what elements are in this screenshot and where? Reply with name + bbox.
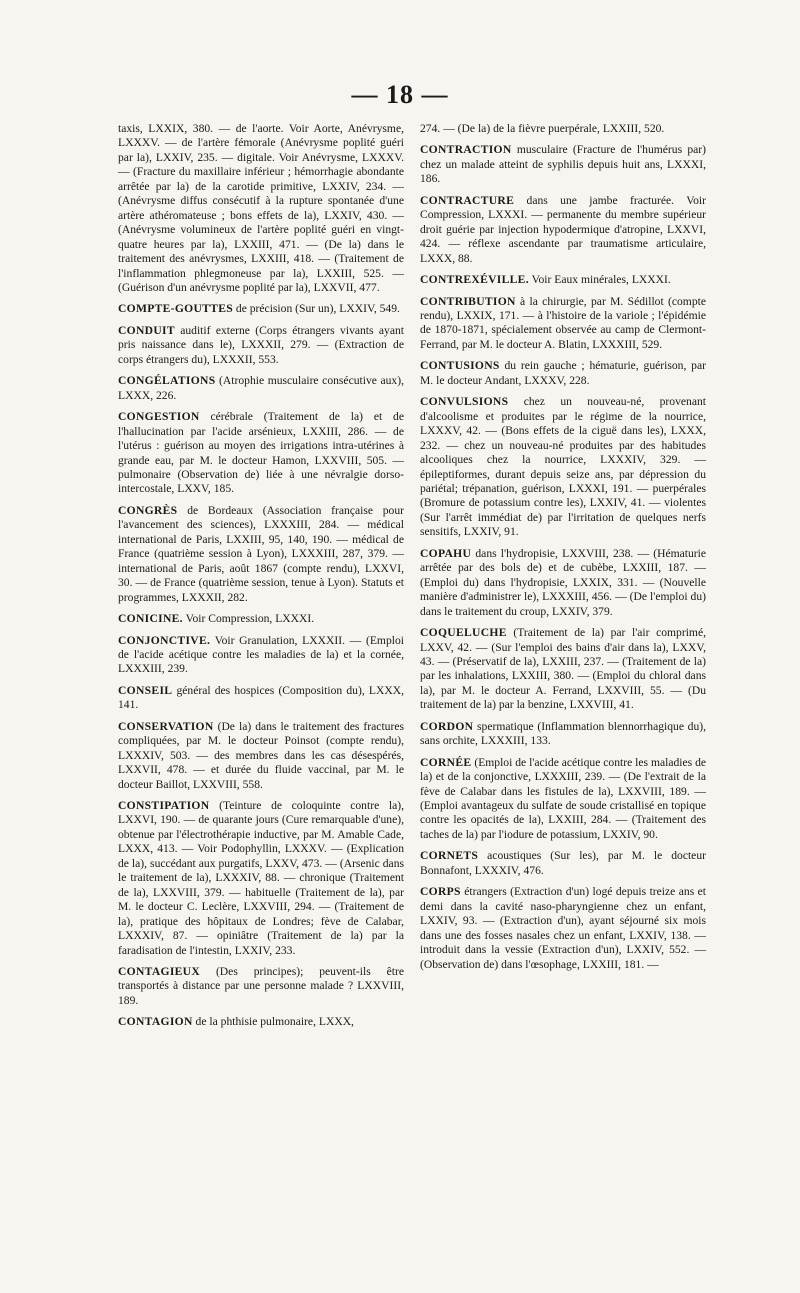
index-entry xyxy=(420,273,706,287)
entry-text: (Emploi de l'acide acétique contre les maladies de la) et de la conjonctive, LXXXIII, 239. — (De l'extrait de la fève de Calabar dans les fistules de la), LXXVIII, 189. — (Emploi avantageux du sulfate de soude cristallisé en topique contre les opacités de la), LXXIII, 284. — (Traitement des taches de la) par l'iodure de potassium, LXXIV, 90. xyxy=(420,755,707,841)
entry-text: Voir Eaux minérales, LXXXI. xyxy=(531,273,671,287)
entry-headword: COPAHU xyxy=(420,546,472,560)
entry-text: (Des principes); peuvent-ils être transportés à distance par une personne malade ? LXXVIII, 189. xyxy=(118,965,404,1007)
index-entry xyxy=(420,756,706,843)
entry-text: général des hospices (Composition du), LXXX, 141. xyxy=(118,683,404,712)
entry-text: du rein gauche ; hématurie, guérison, par M. le docteur Andant, LXXXV, 228. xyxy=(420,359,706,387)
entry-headword: CONSEIL xyxy=(118,683,173,697)
index-entry xyxy=(118,122,404,295)
entry-headword: CONTRACTION xyxy=(420,143,512,157)
index-entry xyxy=(420,626,706,713)
entry-text: 274. — (De la) de la fièvre puerpérale, LXXIII, 520. xyxy=(420,122,665,135)
index-entry xyxy=(118,1015,404,1029)
index-entry xyxy=(420,194,706,266)
entry-text: cérébrale (Traitement de la) et de l'hallucination par l'acide arsénieux, LXXIII, 286. — de l'utérus : guérison au moyen des irrigations intra-utérines à grande eau, par M. le docteur Hamon, LXXVIII, 505. — pulmonaire (Observation de) liée à une névralgie dorso-intercostale, LXXV, 185. xyxy=(118,410,404,496)
index-entry xyxy=(118,324,404,367)
entry-text: musculaire (Fracture de l'humérus par) chez un malade atteint de syphilis depuis huit ans, LXXXI, 186. xyxy=(420,143,706,186)
entry-text: dans l'hydropisie, LXXVIII, 238. — (Hématurie arrêtée par des bols de) et de cubèbe, LXXIII, 187. — (Emploi du) dans l'hydropisie, LXXIX, 331. — (Nouvelle manière d'administrer le), LXXXIII, 456. — (De l'emploi du) dans le traitement du croup, LXXIV, 379. xyxy=(420,546,707,618)
index-entry xyxy=(118,799,404,958)
entry-headword: CORPS xyxy=(420,885,461,899)
entry-text: (Teinture de coloquinte contre la), LXXVI, 190. — de quarante jours (Cure remarquable d'une), obtenue par l'électrothérapie inductive, par M. Amable Cade, LXXX, 413. — Voir Podophyllin, LXXXV. — (Explication de la), succédant aux purgatifs, LXXV, 473. — (Arsenic dans le traitement de la), LXXXIV, 88. — chronique (Traitement de la), LXXVIII, 379. — habituelle (Traitement de la), par M. le docteur C. Leclère, LXXVIII, 294. — (Traitement de la), pratique des hôpitaux de Londres; fève de Calabar, LXXXIV, 87. — opiniâtre (Traitement de la) par la faradisation de l'intestin, LXXIV, 233. xyxy=(118,799,404,957)
entry-headword: CONGÉLATIONS xyxy=(118,374,216,388)
entry-text: spermatique (Inflammation blennorrhagique du), sans orchite, LXXXIII, 133. xyxy=(420,719,706,748)
entry-text: de Bordeaux (Association française pour l'avancement des sciences), LXXXIII, 284. — médical international de Paris, LXXIII, 95, 140, 190. — médical de France (quatrième session à Lyon), LXXXIII, 287, 379. — international de Paris, août 1867 (compte rendu), LXXVI, 30. — de France (quatrième session, tenue à Lyon). Statuts et programmes, LXXXII, 282. xyxy=(118,503,404,604)
entry-headword: CONSTIPATION xyxy=(118,799,210,813)
index-entry xyxy=(420,395,706,540)
index-entry xyxy=(118,634,404,677)
entry-text: à la chirurgie, par M. Sédillot (compte rendu), LXXIX, 171. — à l'histoire de la variole ; l'épidémie de 1870-1871, spécialement observée au camp de Clermont-Ferrand, par M. le docteur A. Blatin, LXXXIII, 529. xyxy=(420,294,706,351)
entry-headword: CONTUSIONS xyxy=(420,359,500,373)
entry-text: taxis, LXXIX, 380. — de l'aorte. Voir Aorte, Anévrysme, LXXXV. — de l'artère fémorale (Anévrysme poplité guéri par la), LXXIV, 235. — digitale. Voir Anévrysme, LXXXV. — (Fracture du maxillaire inférieur ; hémorrhagie abondante arrêtée par la) de la carotide primitive, LXXIV, 234. — (Anévrysme diffus consécutif à la rupture spontanée d'une artère athéromateuse ; bons effets de la), LXXIV, 430. — (Anévrysme volumineux de l'artère poplité guéri en vingt-quatre heures par la), LXXIII, 471. — (De la) dans le traitement des anévrysmes, LXXIII, 418. — (Traitement de l'inflammation phlegmoneuse par la), LXXIII, 525. — (Guérison d'un anévrysme poplité par la), LXXVII, 477. xyxy=(118,122,404,294)
entry-headword: COMPTE-GOUTTES xyxy=(118,302,233,316)
entry-text: acoustiques (Sur les), par M. le docteur Bonnafont, LXXXIV, 476. xyxy=(420,849,706,877)
entry-headword: CONSERVATION xyxy=(118,719,214,733)
entry-headword: CONICINE. xyxy=(118,612,183,626)
entry-headword: CONTREXÉVILLE. xyxy=(420,273,529,287)
index-entry xyxy=(118,374,404,403)
entry-text: auditif externe (Corps étrangers vivants ayant pris naissance dans le), LXXXII, 279. — (Extraction de corps étrangers du), LXXXII, 553. xyxy=(118,323,404,366)
index-entry xyxy=(118,965,404,1008)
entry-headword: CORNÉE xyxy=(420,755,472,769)
left-column xyxy=(118,122,404,1037)
entry-headword: CONTRIBUTION xyxy=(420,294,516,308)
index-entry xyxy=(118,410,404,497)
entry-headword: CONJONCTIVE. xyxy=(118,633,211,647)
page-number: — 18 — xyxy=(351,80,449,109)
entry-headword: CONTRACTURE xyxy=(420,193,515,207)
entry-headword: CONDUIT xyxy=(118,323,175,337)
entry-text: Voir Granulation, LXXXII. — (Emploi de l'acide acétique contre les maladies de la) et la cornée, LXXXIII, 239. xyxy=(118,633,404,676)
entry-headword: CONGESTION xyxy=(118,410,200,424)
entry-headword: CONTAGIEUX xyxy=(118,965,201,979)
index-entry xyxy=(420,295,706,353)
entry-text: de précision (Sur un), LXXIV, 549. xyxy=(235,302,400,316)
entry-text: chez un nouveau-né, provenant d'alcoolisme et produites par le régime de la nourrice, LXXXV, 42. — (Bons effets de la ciguë dans les), LXXX, 232. — chez un nouveau-né produites par des habitudes alcooliques chez la nourrice, LXXXIV, 329. — épileptiformes, durant depuis seize ans, par dépression du pariétal; trépanation, guérison, LXXXI, 191. — puerpérales (Bromure de potassium contre les), LXXIV, 41. — violentes (Sur l'arrêt immédiat de) par l'irritation de quelques nerfs sensitifs, LXXIV, 91. xyxy=(420,395,706,539)
index-entry xyxy=(420,720,706,749)
index-entry xyxy=(420,359,706,388)
index-entry xyxy=(118,720,404,792)
entry-text: de la phthisie pulmonaire, LXXX, xyxy=(195,1015,354,1029)
index-entry xyxy=(118,302,404,316)
right-column xyxy=(420,122,706,979)
index-entry xyxy=(420,122,706,136)
entry-text: dans une jambe fracturée. Voir Compression, LXXXI. — permanente du membre supérieur droit guérie par injection hypodermique d'atropine, LXXVI, 424. — réflexe ascendante par traumatisme articulaire, LXXX, 88. xyxy=(420,193,706,265)
entry-text: Voir Compression, LXXXI. xyxy=(185,612,315,626)
entry-text: étrangers (Extraction d'un) logé depuis treize ans et demi dans la cavité naso-pharyngienne chez un enfant, LXXIV, 93. — (Extraction d'un), ayant séjourné six mois dans une des fosses nasales chez un enfant, LXXIV, 138. — introduit dans la vessie (Extraction d'un), LXXIV, 552. — (Observation de) dans l'œsophage, LXXIII, 181. — xyxy=(420,885,706,971)
index-entry xyxy=(118,504,404,605)
index-entry xyxy=(118,684,404,713)
entry-text: (Traitement de la) par l'air comprimé, LXXV, 42. — (Sur l'emploi des bains d'air dans la), LXXV, 43. — (Préservatif de la), LXXIII, 237. — (Traitement de la) par les inhalations, LXXIII, 380. — (Emploi du chloral dans la), par M. le docteur A. Ferrand, LXXVIII, 55. — (Du traitement de la) par la benzine, LXXVIII, 41. xyxy=(420,626,706,712)
entry-text: (Atrophie musculaire consécutive aux), LXXX, 226. xyxy=(118,374,404,402)
entry-text: (De la) dans le traitement des fractures compliquées, par M. le docteur Poinsot (compte rendu), LXXXIV, 503. — des membres dans les cas désespérés, LXXVII, 478. — et durée du fluide vaccinal, par M. le docteur Baillot, LXXVIII, 558. xyxy=(118,719,404,791)
index-entry xyxy=(420,849,706,878)
index-entry xyxy=(420,547,706,619)
entry-headword: COQUELUCHE xyxy=(420,626,507,640)
index-entry xyxy=(118,612,404,626)
entry-headword: CONTAGION xyxy=(118,1015,193,1029)
entry-headword: CORNETS xyxy=(420,849,479,863)
entry-headword: CORDON xyxy=(420,719,474,733)
index-entry xyxy=(420,885,706,972)
entry-headword: CONVULSIONS xyxy=(420,395,509,409)
entry-headword: CONGRÈS xyxy=(118,503,178,517)
index-entry xyxy=(420,143,706,186)
